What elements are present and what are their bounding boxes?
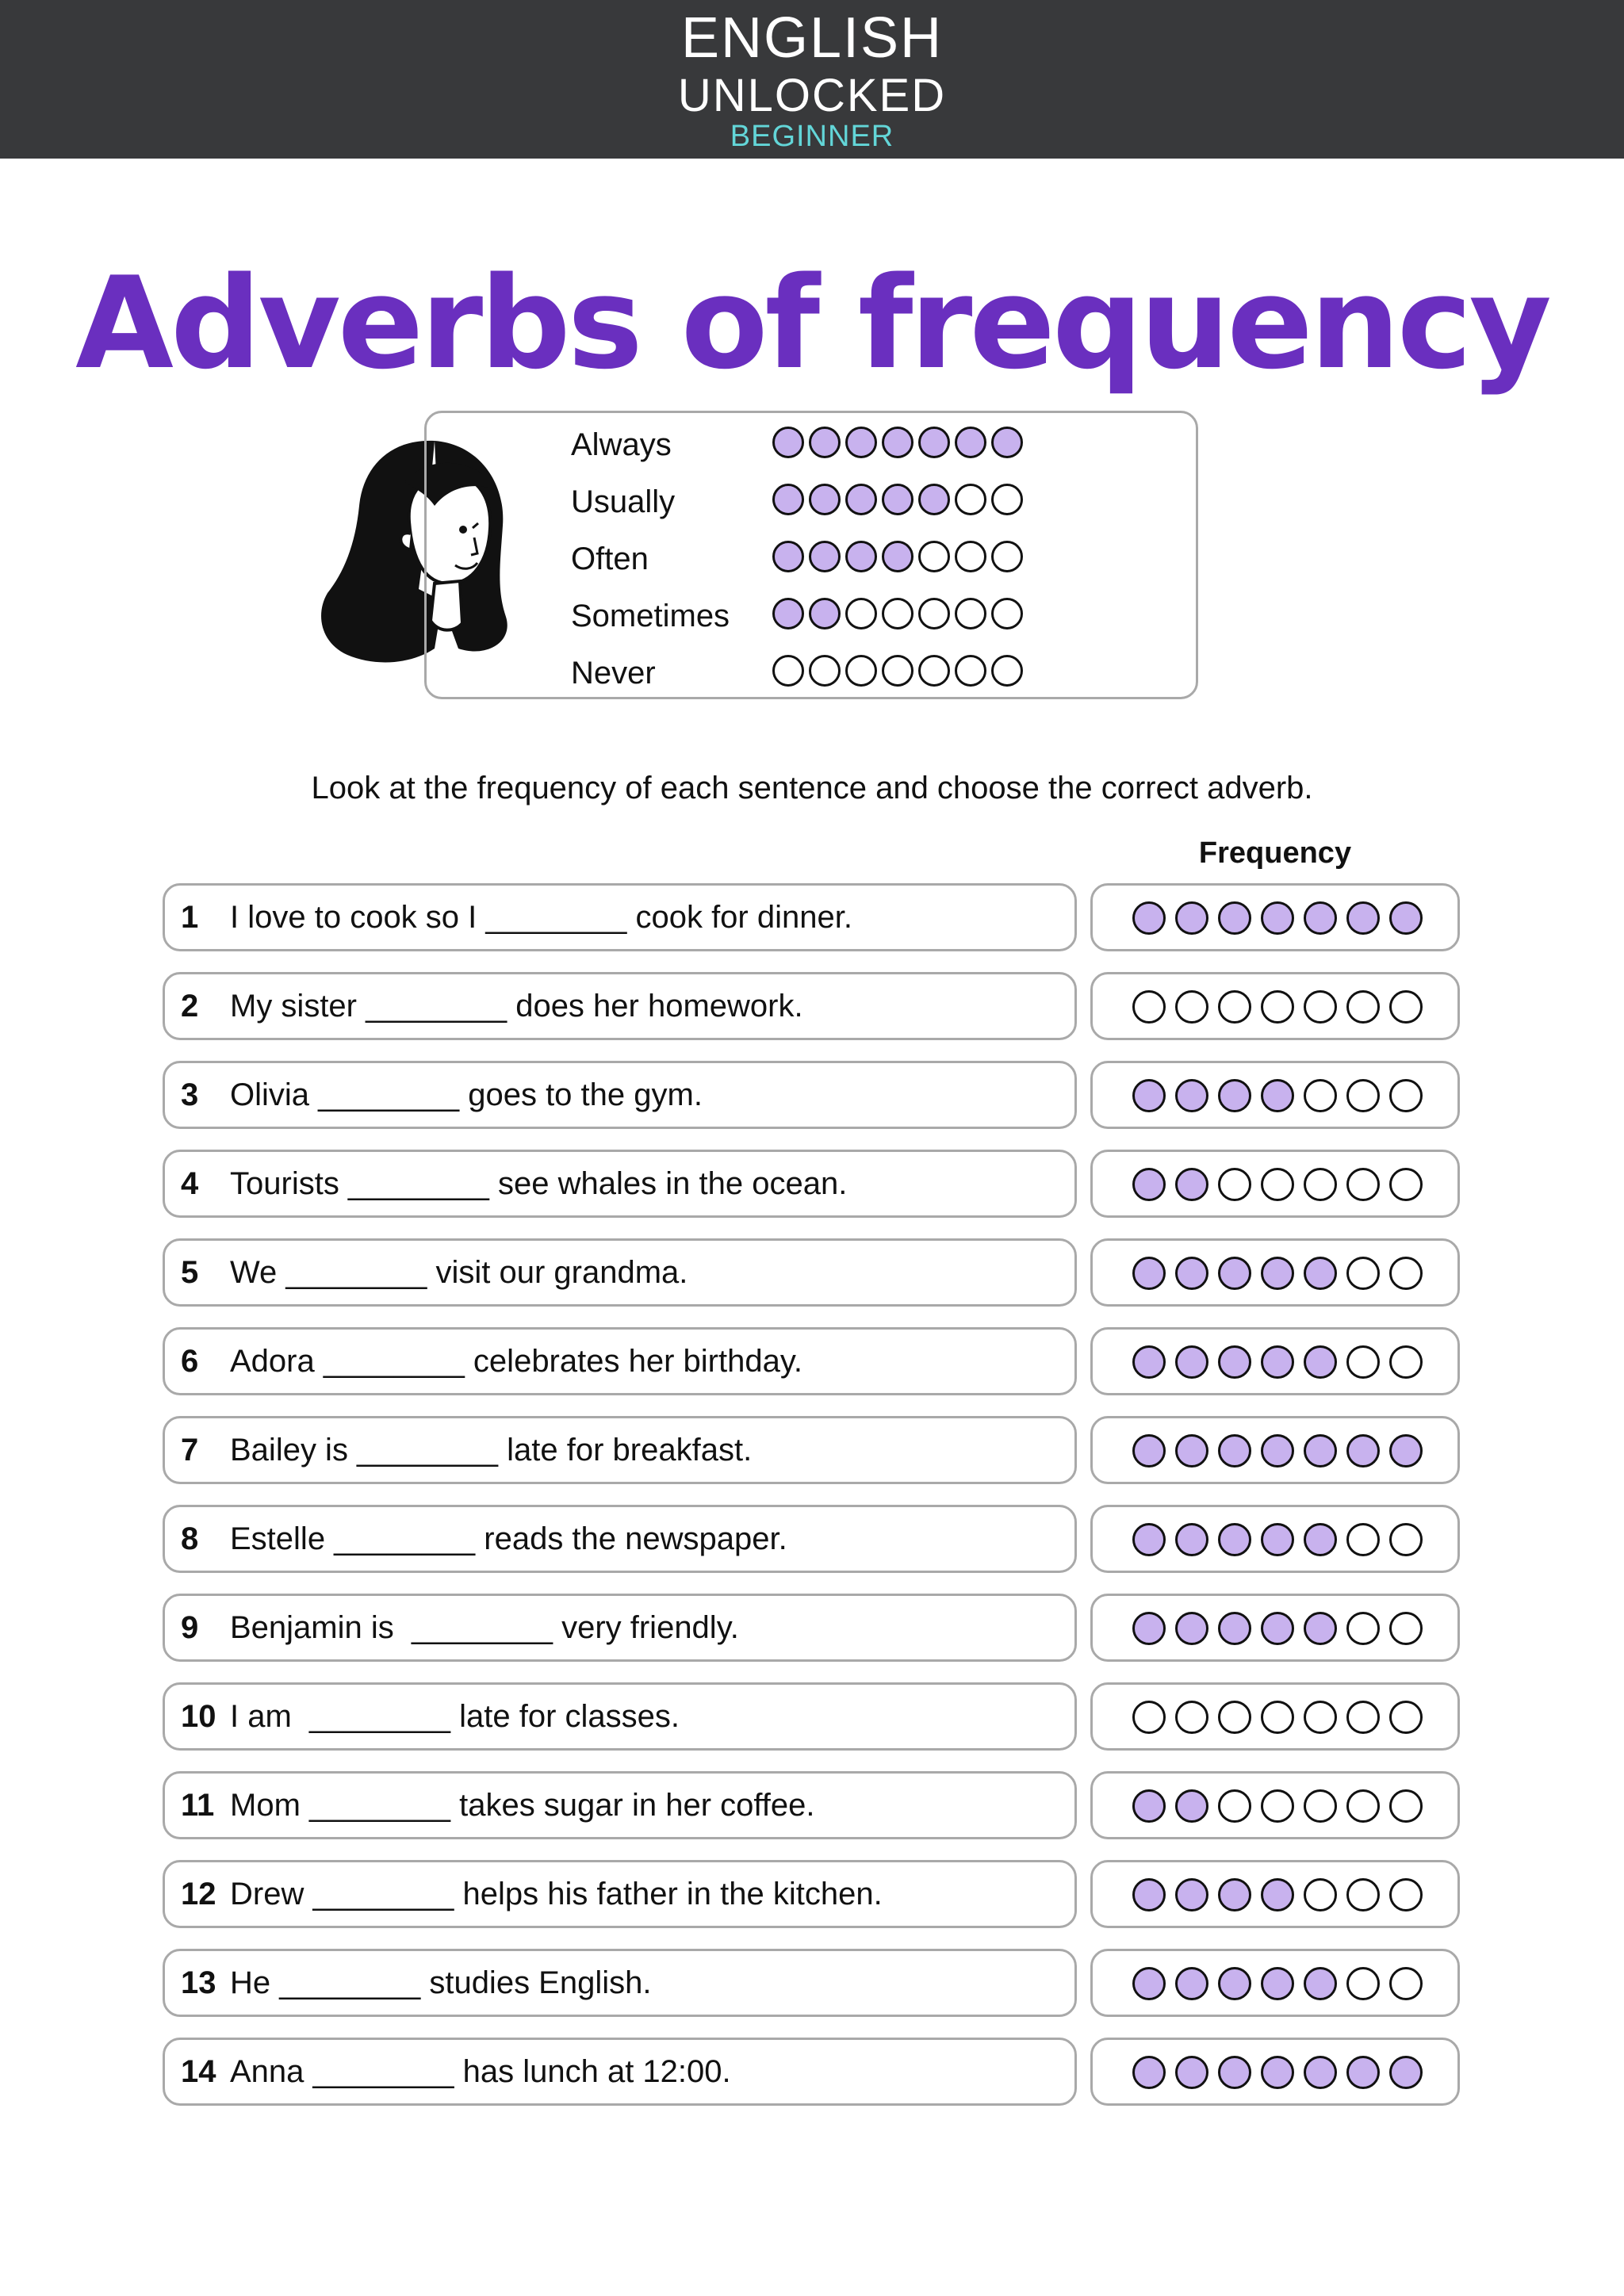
- frequency-indicator: [1090, 1771, 1460, 1839]
- empty-dot-icon: [1261, 990, 1294, 1024]
- filled-dot-icon: [1218, 1434, 1251, 1468]
- empty-dot-icon: [955, 598, 986, 629]
- exercise-row: [0, 1949, 1624, 2017]
- empty-dot-icon: [991, 541, 1023, 572]
- frequency-indicator: [1090, 1061, 1460, 1129]
- empty-dot-icon: [1389, 1345, 1423, 1379]
- exercise-row: [0, 1771, 1624, 1839]
- filled-dot-icon: [1218, 1079, 1251, 1112]
- exercise-row: [0, 1682, 1624, 1751]
- brand-title-line2: UNLOCKED: [677, 70, 947, 121]
- filled-dot-icon: [1132, 1967, 1166, 2000]
- item-sentence: Olivia ________ goes to the gym.: [230, 1077, 703, 1112]
- filled-dot-icon: [1218, 1612, 1251, 1645]
- filled-dot-icon: [1175, 1079, 1208, 1112]
- exercise-row: [0, 972, 1624, 1040]
- item-number: 7: [181, 1433, 199, 1468]
- empty-dot-icon: [1389, 1967, 1423, 2000]
- empty-dot-icon: [1175, 990, 1208, 1024]
- item-sentence: Tourists ________ see whales in the ocean.: [230, 1166, 848, 1201]
- frequency-indicator: [1090, 1416, 1460, 1484]
- empty-dot-icon: [1389, 1612, 1423, 1645]
- level-label: BEGINNER: [730, 120, 894, 153]
- frequency-dots: [1132, 1523, 1423, 1556]
- frequency-indicator: [1090, 1594, 1460, 1662]
- item-number: 3: [181, 1077, 199, 1112]
- filled-dot-icon: [1218, 1523, 1251, 1556]
- sentence-box[interactable]: [163, 1327, 1077, 1395]
- frequency-dots: [1132, 1967, 1423, 2000]
- item-sentence: Estelle ________ reads the newspaper.: [230, 1521, 787, 1556]
- sentence-box[interactable]: [163, 1594, 1077, 1662]
- key-dots: [772, 541, 1023, 572]
- filled-dot-icon: [1175, 1345, 1208, 1379]
- frequency-key-box: [424, 411, 1198, 699]
- item-number: 8: [181, 1521, 199, 1556]
- item-number: 14: [181, 2054, 216, 2089]
- item-number: 5: [181, 1255, 199, 1290]
- item-sentence: We ________ visit our grandma.: [230, 1255, 688, 1290]
- item-sentence: Mom ________ takes sugar in her coffee.: [230, 1788, 815, 1823]
- frequency-indicator: [1090, 1238, 1460, 1307]
- key-row-always: [427, 416, 1196, 473]
- item-number: 10: [181, 1699, 216, 1734]
- filled-dot-icon: [1304, 1523, 1337, 1556]
- sentence-box[interactable]: [163, 883, 1077, 951]
- filled-dot-icon: [809, 598, 841, 629]
- empty-dot-icon: [991, 598, 1023, 629]
- filled-dot-icon: [1304, 1345, 1337, 1379]
- sentence-box[interactable]: [163, 1949, 1077, 2017]
- sentence-box[interactable]: [163, 1860, 1077, 1928]
- sentence-box[interactable]: [163, 1150, 1077, 1218]
- item-sentence: Adora ________ celebrates her birthday.: [230, 1344, 802, 1379]
- item-number: 13: [181, 1965, 216, 2000]
- empty-dot-icon: [1346, 1257, 1380, 1290]
- item-sentence: Bailey is ________ late for breakfast.: [230, 1433, 753, 1468]
- frequency-dots: [1132, 1168, 1423, 1201]
- item-number: 6: [181, 1344, 199, 1379]
- filled-dot-icon: [1261, 1257, 1294, 1290]
- empty-dot-icon: [1389, 990, 1423, 1024]
- filled-dot-icon: [1218, 2056, 1251, 2089]
- key-row-never: [427, 645, 1196, 702]
- filled-dot-icon: [1389, 2056, 1423, 2089]
- empty-dot-icon: [1389, 1257, 1423, 1290]
- filled-dot-icon: [1304, 1612, 1337, 1645]
- frequency-indicator: [1090, 972, 1460, 1040]
- empty-dot-icon: [1389, 1878, 1423, 1911]
- page-title: Adverbs of frequency: [75, 249, 1549, 397]
- key-row-usually: [427, 473, 1196, 530]
- frequency-dots: [1132, 1789, 1423, 1823]
- filled-dot-icon: [918, 427, 950, 458]
- empty-dot-icon: [955, 484, 986, 515]
- key-label: Always: [571, 427, 672, 462]
- filled-dot-icon: [1132, 1434, 1166, 1468]
- sentence-box[interactable]: [163, 1771, 1077, 1839]
- sentence-box[interactable]: [163, 1682, 1077, 1751]
- filled-dot-icon: [991, 427, 1023, 458]
- filled-dot-icon: [1346, 1434, 1380, 1468]
- empty-dot-icon: [1346, 1168, 1380, 1201]
- filled-dot-icon: [1175, 1168, 1208, 1201]
- empty-dot-icon: [1346, 1701, 1380, 1734]
- empty-dot-icon: [1132, 1701, 1166, 1734]
- filled-dot-icon: [1132, 901, 1166, 935]
- filled-dot-icon: [1261, 1878, 1294, 1911]
- filled-dot-icon: [1132, 1079, 1166, 1112]
- filled-dot-icon: [1132, 1168, 1166, 1201]
- item-number: 12: [181, 1877, 216, 1911]
- filled-dot-icon: [955, 427, 986, 458]
- exercise-row: [0, 1150, 1624, 1218]
- frequency-dots: [1132, 1878, 1423, 1911]
- header-bar: [0, 0, 1624, 159]
- item-sentence: Drew ________ helps his father in the kitchen.: [230, 1877, 883, 1911]
- filled-dot-icon: [1132, 1789, 1166, 1823]
- empty-dot-icon: [1346, 1967, 1380, 2000]
- exercise-row: [0, 1416, 1624, 1484]
- filled-dot-icon: [845, 427, 877, 458]
- empty-dot-icon: [1261, 1789, 1294, 1823]
- sentence-box[interactable]: [163, 1505, 1077, 1573]
- item-number: 2: [181, 989, 199, 1024]
- empty-dot-icon: [1346, 1345, 1380, 1379]
- filled-dot-icon: [772, 598, 804, 629]
- empty-dot-icon: [882, 598, 914, 629]
- item-sentence: Anna ________ has lunch at 12:00.: [230, 2054, 731, 2089]
- empty-dot-icon: [1346, 1523, 1380, 1556]
- frequency-column-header: Frequency: [1198, 836, 1352, 870]
- key-label: Often: [571, 541, 649, 576]
- filled-dot-icon: [1346, 901, 1380, 935]
- sentence-box[interactable]: [163, 972, 1077, 1040]
- empty-dot-icon: [1346, 1789, 1380, 1823]
- filled-dot-icon: [1261, 1345, 1294, 1379]
- empty-dot-icon: [1218, 1701, 1251, 1734]
- filled-dot-icon: [1304, 2056, 1337, 2089]
- sentence-box[interactable]: [163, 1061, 1077, 1129]
- frequency-dots: [1132, 2056, 1423, 2089]
- empty-dot-icon: [918, 655, 950, 687]
- item-number: 4: [181, 1166, 199, 1201]
- key-dots: [772, 598, 1023, 629]
- exercise-row: [0, 883, 1624, 951]
- filled-dot-icon: [1261, 1967, 1294, 2000]
- empty-dot-icon: [1261, 1701, 1294, 1734]
- frequency-dots: [1132, 990, 1423, 1024]
- filled-dot-icon: [1132, 1612, 1166, 1645]
- filled-dot-icon: [882, 484, 914, 515]
- filled-dot-icon: [1389, 901, 1423, 935]
- filled-dot-icon: [882, 427, 914, 458]
- filled-dot-icon: [809, 541, 841, 572]
- frequency-indicator: [1090, 2038, 1460, 2106]
- empty-dot-icon: [1304, 990, 1337, 1024]
- key-label: Never: [571, 656, 656, 691]
- frequency-indicator: [1090, 883, 1460, 951]
- filled-dot-icon: [1175, 901, 1208, 935]
- item-number: 9: [181, 1610, 199, 1645]
- empty-dot-icon: [1175, 1701, 1208, 1734]
- frequency-indicator: [1090, 1505, 1460, 1573]
- filled-dot-icon: [772, 484, 804, 515]
- frequency-dots: [1132, 901, 1423, 935]
- filled-dot-icon: [1261, 1079, 1294, 1112]
- empty-dot-icon: [1304, 1789, 1337, 1823]
- item-sentence: He ________ studies English.: [230, 1965, 652, 2000]
- empty-dot-icon: [1346, 1612, 1380, 1645]
- filled-dot-icon: [1304, 1434, 1337, 1468]
- item-sentence: My sister ________ does her homework.: [230, 989, 803, 1024]
- filled-dot-icon: [1218, 1257, 1251, 1290]
- exercise-row: [0, 2038, 1624, 2106]
- frequency-indicator: [1090, 1150, 1460, 1218]
- empty-dot-icon: [1389, 1168, 1423, 1201]
- filled-dot-icon: [1218, 1345, 1251, 1379]
- item-number: 11: [181, 1788, 215, 1823]
- empty-dot-icon: [1346, 1079, 1380, 1112]
- filled-dot-icon: [1175, 1789, 1208, 1823]
- filled-dot-icon: [1175, 1434, 1208, 1468]
- empty-dot-icon: [1218, 990, 1251, 1024]
- filled-dot-icon: [1346, 2056, 1380, 2089]
- filled-dot-icon: [1132, 1257, 1166, 1290]
- empty-dot-icon: [1218, 1168, 1251, 1201]
- filled-dot-icon: [809, 427, 841, 458]
- filled-dot-icon: [1389, 1434, 1423, 1468]
- filled-dot-icon: [882, 541, 914, 572]
- empty-dot-icon: [991, 655, 1023, 687]
- filled-dot-icon: [1218, 1967, 1251, 2000]
- frequency-dots: [1132, 1079, 1423, 1112]
- frequency-indicator: [1090, 1860, 1460, 1928]
- frequency-dots: [1132, 1434, 1423, 1468]
- frequency-dots: [1132, 1257, 1423, 1290]
- empty-dot-icon: [1389, 1079, 1423, 1112]
- exercise-row: [0, 1594, 1624, 1662]
- exercise-row: [0, 1061, 1624, 1129]
- item-sentence: I am ________ late for classes.: [230, 1699, 680, 1734]
- filled-dot-icon: [1304, 1257, 1337, 1290]
- filled-dot-icon: [1261, 1612, 1294, 1645]
- empty-dot-icon: [918, 598, 950, 629]
- frequency-indicator: [1090, 1682, 1460, 1751]
- filled-dot-icon: [1218, 1878, 1251, 1911]
- filled-dot-icon: [1175, 1878, 1208, 1911]
- frequency-dots: [1132, 1612, 1423, 1645]
- empty-dot-icon: [1389, 1523, 1423, 1556]
- empty-dot-icon: [809, 655, 841, 687]
- exercise-row: [0, 1238, 1624, 1307]
- empty-dot-icon: [991, 484, 1023, 515]
- key-label: Sometimes: [571, 599, 730, 633]
- filled-dot-icon: [1218, 901, 1251, 935]
- filled-dot-icon: [918, 484, 950, 515]
- empty-dot-icon: [1132, 990, 1166, 1024]
- key-dots: [772, 655, 1023, 687]
- filled-dot-icon: [772, 541, 804, 572]
- empty-dot-icon: [955, 541, 986, 572]
- empty-dot-icon: [1346, 1878, 1380, 1911]
- empty-dot-icon: [1304, 1878, 1337, 1911]
- key-row-sometimes: [427, 587, 1196, 645]
- key-label: Usually: [571, 484, 676, 519]
- filled-dot-icon: [1175, 1967, 1208, 2000]
- frequency-indicator: [1090, 1327, 1460, 1395]
- empty-dot-icon: [845, 598, 877, 629]
- filled-dot-icon: [1175, 1257, 1208, 1290]
- filled-dot-icon: [1132, 1523, 1166, 1556]
- frequency-indicator: [1090, 1949, 1460, 2017]
- filled-dot-icon: [1304, 901, 1337, 935]
- empty-dot-icon: [1304, 1079, 1337, 1112]
- filled-dot-icon: [1304, 1967, 1337, 2000]
- empty-dot-icon: [1346, 990, 1380, 1024]
- filled-dot-icon: [845, 484, 877, 515]
- exercise-row: [0, 1505, 1624, 1573]
- item-sentence: Benjamin is ________ very friendly.: [230, 1610, 739, 1645]
- filled-dot-icon: [1132, 2056, 1166, 2089]
- filled-dot-icon: [845, 541, 877, 572]
- filled-dot-icon: [1261, 901, 1294, 935]
- key-dots: [772, 427, 1023, 458]
- empty-dot-icon: [1389, 1789, 1423, 1823]
- filled-dot-icon: [1261, 2056, 1294, 2089]
- frequency-dots: [1132, 1701, 1423, 1734]
- key-row-often: [427, 530, 1196, 587]
- empty-dot-icon: [1304, 1701, 1337, 1734]
- item-number: 1: [181, 900, 199, 935]
- filled-dot-icon: [1261, 1434, 1294, 1468]
- filled-dot-icon: [772, 427, 804, 458]
- exercise-row: [0, 1327, 1624, 1395]
- filled-dot-icon: [1175, 1612, 1208, 1645]
- filled-dot-icon: [809, 484, 841, 515]
- frequency-dots: [1132, 1345, 1423, 1379]
- empty-dot-icon: [1389, 1701, 1423, 1734]
- sentence-box[interactable]: [163, 1416, 1077, 1484]
- key-dots: [772, 484, 1023, 515]
- empty-dot-icon: [845, 655, 877, 687]
- empty-dot-icon: [1304, 1168, 1337, 1201]
- filled-dot-icon: [1175, 2056, 1208, 2089]
- brand-title-line1: ENGLISH: [680, 6, 944, 70]
- empty-dot-icon: [918, 541, 950, 572]
- filled-dot-icon: [1175, 1523, 1208, 1556]
- empty-dot-icon: [955, 655, 986, 687]
- exercise-row: [0, 1860, 1624, 1928]
- filled-dot-icon: [1261, 1523, 1294, 1556]
- filled-dot-icon: [1132, 1878, 1166, 1911]
- empty-dot-icon: [1261, 1168, 1294, 1201]
- item-sentence: I love to cook so I ________ cook for dinner.: [230, 900, 852, 935]
- sentence-box[interactable]: [163, 2038, 1077, 2106]
- instructions-text: Look at the frequency of each sentence and choose the correct adverb.: [311, 771, 1313, 806]
- empty-dot-icon: [882, 655, 914, 687]
- sentence-box[interactable]: [163, 1238, 1077, 1307]
- empty-dot-icon: [1218, 1789, 1251, 1823]
- filled-dot-icon: [1132, 1345, 1166, 1379]
- empty-dot-icon: [772, 655, 804, 687]
